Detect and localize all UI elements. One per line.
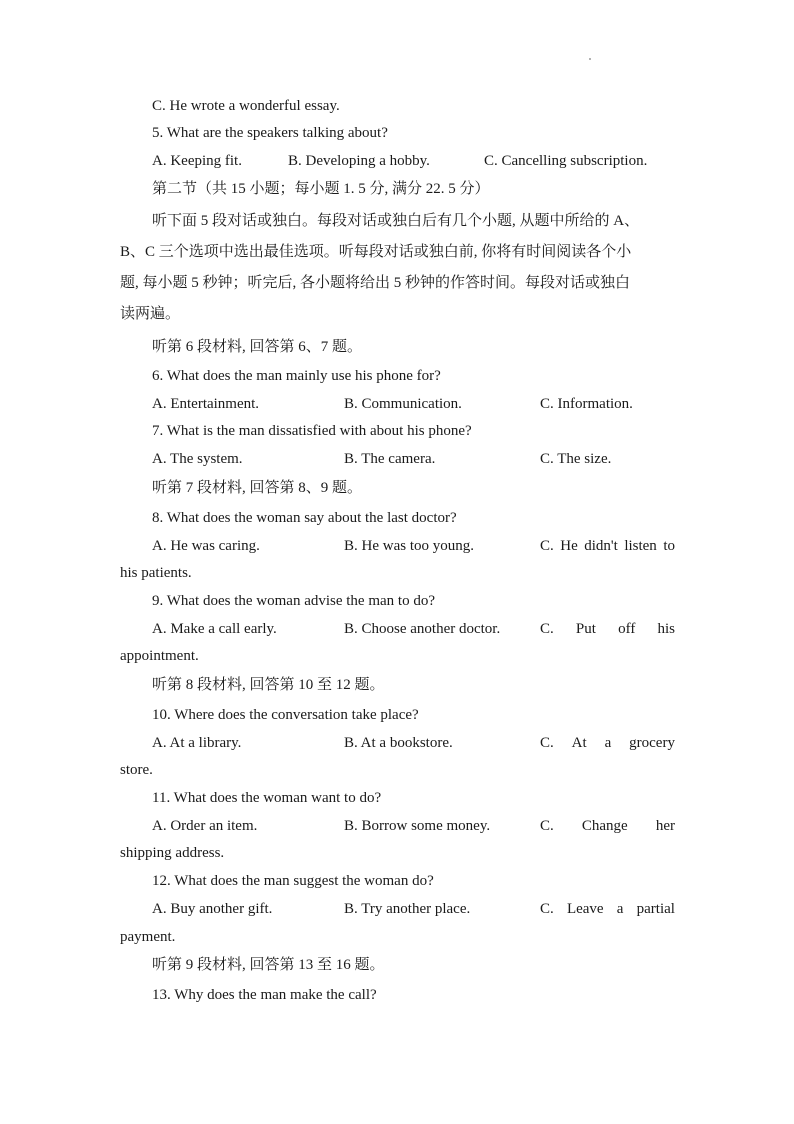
q8-option-c-word: to — [663, 538, 675, 554]
q11-question: 11. What does the woman want to do? — [152, 790, 382, 806]
q8-option-a: A. He was caring. — [152, 538, 260, 554]
q12-option-b: B. Try another place. — [344, 901, 471, 917]
q9-option-c-word: C. — [540, 621, 554, 637]
q9-option-c-word: his — [657, 621, 675, 637]
q5-option-b: B. Developing a hobby. — [288, 153, 430, 169]
q5-question: 5. What are the speakers talking about? — [152, 125, 388, 141]
q11-option-c-word: C. — [540, 818, 554, 834]
q10-option-b: B. At a bookstore. — [344, 735, 453, 751]
section2-instruction-line: 题, 每小题 5 秒钟；听完后, 各小题将给出 5 秒钟的作答时间。每段对话或独白 — [120, 275, 631, 291]
q9-options — [152, 619, 675, 639]
group7-label: 听第 7 段材料, 回答第 8、9 题。 — [152, 480, 363, 496]
q7-option-c: C. The size. — [540, 451, 612, 467]
q11-options — [152, 816, 675, 836]
q6-options — [152, 394, 675, 414]
q10-option-c-word: a — [604, 735, 612, 751]
q5-options — [152, 151, 675, 171]
q12-option-c-word: Leave — [566, 901, 604, 917]
q8-option-c-continuation: his patients. — [120, 565, 192, 581]
q12-option-a: A. Buy another gift. — [152, 901, 273, 917]
q11-option-c-word: her — [655, 818, 675, 834]
q13-question: 13. Why does the man make the call? — [152, 987, 377, 1003]
q9-option-a: A. Make a call early. — [152, 621, 277, 637]
q9-option-c-word: Put — [575, 621, 596, 637]
q8-option-b: B. He was too young. — [344, 538, 474, 554]
q10-option-c-word: C. — [540, 735, 554, 751]
q4-option-c: C. He wrote a wonderful essay. — [152, 98, 340, 114]
q8-options — [152, 536, 675, 556]
section2-header: 第二节（共 15 小题；每小题 1. 5 分, 满分 22. 5 分） — [152, 181, 490, 197]
q11-option-c-continuation: shipping address. — [120, 845, 225, 861]
q10-option-c — [540, 733, 675, 753]
q12-option-c-continuation: payment. — [120, 929, 176, 945]
section2-instruction-line: 听下面 5 段对话或独白。每段对话或独白后有几个小题, 从题中所给的 A、 — [152, 213, 640, 229]
scan-mark — [589, 58, 591, 60]
q6-option-a: A. Entertainment. — [152, 396, 260, 412]
q10-option-c-word: At — [571, 735, 587, 751]
q12-option-c-word: C. — [540, 901, 554, 917]
q9-option-c-word: off — [618, 621, 636, 637]
q10-option-c-word: grocery — [629, 735, 675, 751]
q7-question: 7. What is the man dissatisfied with about his phone? — [152, 423, 472, 439]
q12-options — [152, 899, 675, 919]
q12-option-c-word: a — [616, 901, 624, 917]
q7-options — [152, 449, 675, 469]
q9-option-c — [540, 619, 675, 639]
q8-question: 8. What does the woman say about the last doctor? — [152, 510, 457, 526]
q9-option-c-continuation: appointment. — [120, 648, 199, 664]
q12-option-c — [540, 899, 675, 919]
group6-label: 听第 6 段材料, 回答第 6、7 题。 — [152, 339, 363, 355]
q12-option-c-word: partial — [636, 901, 675, 917]
q10-option-c-continuation: store. — [120, 762, 153, 778]
q9-option-b: B. Choose another doctor. — [344, 621, 501, 637]
q6-question: 6. What does the man mainly use his phone for? — [152, 368, 441, 384]
q11-option-c-word: Change — [581, 818, 628, 834]
q8-option-c-word: didn't — [584, 538, 618, 554]
section2-instruction-line: 读两遍。 — [120, 306, 181, 322]
q6-option-c: C. Information. — [540, 396, 633, 412]
q10-question: 10. Where does the conversation take place? — [152, 707, 419, 723]
q11-option-a: A. Order an item. — [152, 818, 258, 834]
q8-option-c — [540, 536, 675, 556]
q10-option-a: A. At a library. — [152, 735, 242, 751]
q5-option-c: C. Cancelling subscription. — [484, 153, 648, 169]
q9-question: 9. What does the woman advise the man to do? — [152, 593, 435, 609]
q7-option-a: A. The system. — [152, 451, 243, 467]
q11-option-c — [540, 816, 675, 836]
q10-options — [152, 733, 675, 753]
q12-question: 12. What does the man suggest the woman do? — [152, 873, 434, 889]
q11-option-b: B. Borrow some money. — [344, 818, 491, 834]
group8-label: 听第 8 段材料, 回答第 10 至 12 题。 — [152, 677, 385, 693]
q6-option-b: B. Communication. — [344, 396, 462, 412]
q5-option-a: A. Keeping fit. — [152, 153, 242, 169]
q8-option-c-word: He — [560, 538, 578, 554]
q8-option-c-word: listen — [624, 538, 657, 554]
group9-label: 听第 9 段材料, 回答第 13 至 16 题。 — [152, 957, 385, 973]
section2-instruction-line: B、C 三个选项中选出最佳选项。听每段对话或独白前, 你将有时间阅读各个小 — [120, 244, 632, 260]
q8-option-c-word: C. — [540, 538, 554, 554]
q7-option-b: B. The camera. — [344, 451, 436, 467]
